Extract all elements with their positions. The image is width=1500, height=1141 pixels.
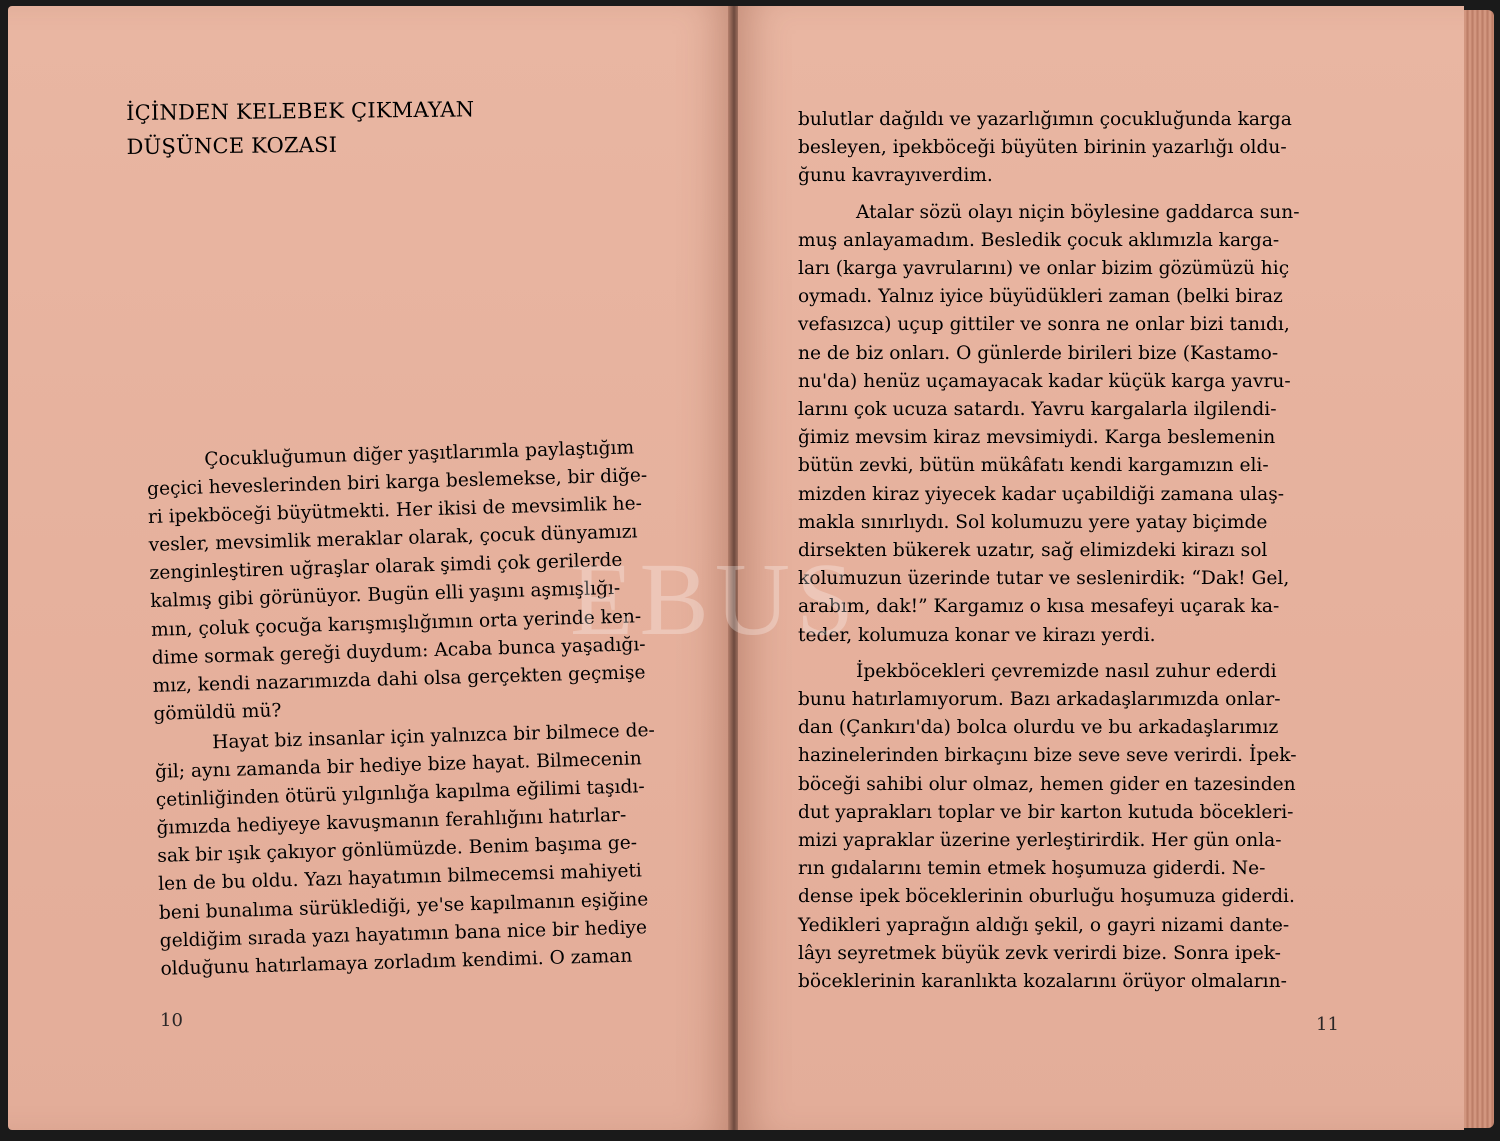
right-page-body bbox=[798, 106, 1348, 996]
text-line: Yedikleri yaprağın aldığı şekil, o gayri nizami dante- bbox=[798, 914, 1290, 936]
text-line: muş anlayamadım. Besledik çocuk aklımızla karga- bbox=[798, 229, 1280, 251]
text-line: dirsekten bükerek uzatır, sağ elimizdeki kirazı sol bbox=[798, 540, 1268, 562]
paragraph bbox=[798, 199, 1348, 650]
text-line: vefasızca) uçup gittiler ve sonra ne onlar bizi tanıdı, bbox=[798, 314, 1290, 336]
text-line: arabım, dak!” Kargamız o kısa mesafeyi uçarak ka- bbox=[798, 596, 1280, 618]
text-line: ğimiz mevsim kiraz mevsimiydi. Karga beslemenin bbox=[798, 427, 1276, 449]
text-line: ğil; aynı zamanda bir hediye bize hayat. Bilmecenin bbox=[154, 748, 642, 783]
text-line: zenginleştiren uğraşlar olarak şimdi çok gerilerde bbox=[149, 550, 623, 585]
text-line: ne de biz onları. O günlerde birileri bize (Kastamo- bbox=[798, 342, 1279, 364]
text-line: geçici heveslerinden biri karga beslemekse, bir diğe- bbox=[146, 465, 648, 501]
text-line: besleyen, ipekböceği büyüten birinin yazarlığı oldu- bbox=[798, 137, 1287, 159]
text-line: lâyı seyretmek büyük zevk verirdi bize. Sonra ipek- bbox=[798, 942, 1281, 964]
page-number: 10 bbox=[160, 1010, 183, 1031]
text-line: nu'da) henüz uçamayacak kadar küçük karga yavru- bbox=[798, 370, 1291, 392]
text-line: bütün zevki, bütün mükâfatı kendi kargamızın eli- bbox=[798, 455, 1269, 477]
text-line: olduğunu hatırlamaya zorladım kendimi. O zaman bbox=[160, 945, 633, 980]
watermark: EBUS bbox=[570, 542, 860, 657]
text-line: mın, çoluk çocuğa karışmışlığımın orta yerinde ken- bbox=[150, 605, 642, 641]
text-line: beni bunalıma sürüklediği, ye'se kapılmanın eşiğine bbox=[158, 888, 649, 924]
left-page-body bbox=[146, 432, 721, 983]
text-line: İpekböcekleri çevremizde nasıl zuhur ederdi bbox=[856, 660, 1277, 682]
text-line: Atalar sözü olayı niçin böylesine gaddarca sun- bbox=[856, 201, 1300, 223]
text-line: bunu hatırlamıyorum. Bazı arkadaşlarımızda onlar- bbox=[798, 689, 1281, 711]
text-line: kalmış gibi görünüyor. Bugün elli yaşını aşmışlığı- bbox=[150, 578, 621, 613]
text-line: gömüldü mü? bbox=[153, 700, 282, 725]
text-line: ğımızda hediyeye kavuşmanın ferahlığını hatırlar- bbox=[156, 804, 627, 840]
text-line: hazinelerinden birkaçını bize seve seve verirdi. İpek- bbox=[798, 745, 1297, 767]
text-line: ğunu kavrayıverdim. bbox=[798, 165, 993, 187]
text-line: makla sınırlıydı. Sol kolumuzu yere yatay biçimde bbox=[798, 511, 1268, 533]
text-line: mizi yapraklar üzerine yerleştirirdik. Her gün onla- bbox=[798, 830, 1282, 852]
text-line: oymadı. Yalnız iyice büyüdükleri zaman (belki biraz bbox=[798, 286, 1283, 308]
text-line: dut yaprakları toplar ve bir karton kutuda böcekleri- bbox=[798, 801, 1294, 823]
text-line: dense ipek böceklerinin oburluğu hoşumuza giderdi. bbox=[798, 886, 1295, 908]
chapter-title bbox=[126, 92, 547, 164]
text-line: böceklerinin karanlıkta kozalarını örüyor olmaların- bbox=[798, 971, 1287, 993]
text-line: sak bir ışık çakıyor gönlümüzde. Benim başıma ge- bbox=[157, 832, 638, 868]
page-edges bbox=[1464, 10, 1494, 1128]
text-line: Hayat biz insanlar için yalnızca bir bilmece de- bbox=[211, 719, 656, 754]
text-line: çetinliğinden ötürü yılgınlığa kapılma eğilimi taşıdı- bbox=[155, 776, 645, 811]
text-line: ları (karga yavrularını) ve onlar bizim gözümüzü hiç bbox=[798, 258, 1290, 280]
chapter-title-line: İÇİNDEN KELEBEK ÇIKMAYAN bbox=[126, 97, 475, 125]
page-number: 11 bbox=[1316, 1014, 1339, 1035]
text-line: len de bu oldu. Yazı hayatımın bilmecemsi mahiyeti bbox=[157, 860, 643, 896]
text-line: vesler, mevsimlik meraklar olarak, çocuk dünyamızı bbox=[148, 521, 638, 557]
text-line: Çocukluğumun diğer yaşıtlarımla paylaştığım bbox=[204, 437, 635, 471]
text-line: teder, kolumuza konar ve kirazı yerdi. bbox=[798, 624, 1156, 646]
text-line: dan (Çankırı'da) bolca olurdu ve bu arkadaşlarımız bbox=[798, 717, 1279, 739]
paragraph bbox=[798, 106, 1348, 191]
text-line: rın gıdalarını temin etmek hoşumuza giderdi. Ne- bbox=[798, 858, 1266, 880]
text-line: dime sormak gereği duydum: Acaba bunca yaşadığı- bbox=[151, 633, 646, 669]
text-line: geldiğim sırada yazı hayatımın bana nice bir hediye bbox=[159, 916, 648, 952]
paragraph bbox=[154, 715, 721, 983]
text-line: larını çok ucuza satardı. Yavru kargalarla ilgilendi- bbox=[798, 399, 1277, 421]
paragraph bbox=[798, 658, 1348, 996]
text-line: ri ipekböceği büyütmekti. Her ikisi de mevsimlik he- bbox=[147, 493, 643, 529]
text-line: kolumuzun üzerinde tutar ve seslenirdik: “Dak! Gel, bbox=[798, 568, 1290, 590]
text-line: mizden kiraz yiyecek kadar uçabildiği zamana ulaş- bbox=[798, 483, 1285, 505]
text-line: bulutlar dağıldı ve yazarlığımın çocukluğunda karga bbox=[798, 109, 1292, 130]
text-line: böceği sahibi olur olmaz, hemen gider en tazesinden bbox=[798, 773, 1296, 795]
text-line: mız, kendi nazarımızda dahi olsa gerçekten geçmişe bbox=[152, 661, 646, 697]
chapter-title-line: DÜŞÜNCE KOZASI bbox=[126, 132, 338, 159]
